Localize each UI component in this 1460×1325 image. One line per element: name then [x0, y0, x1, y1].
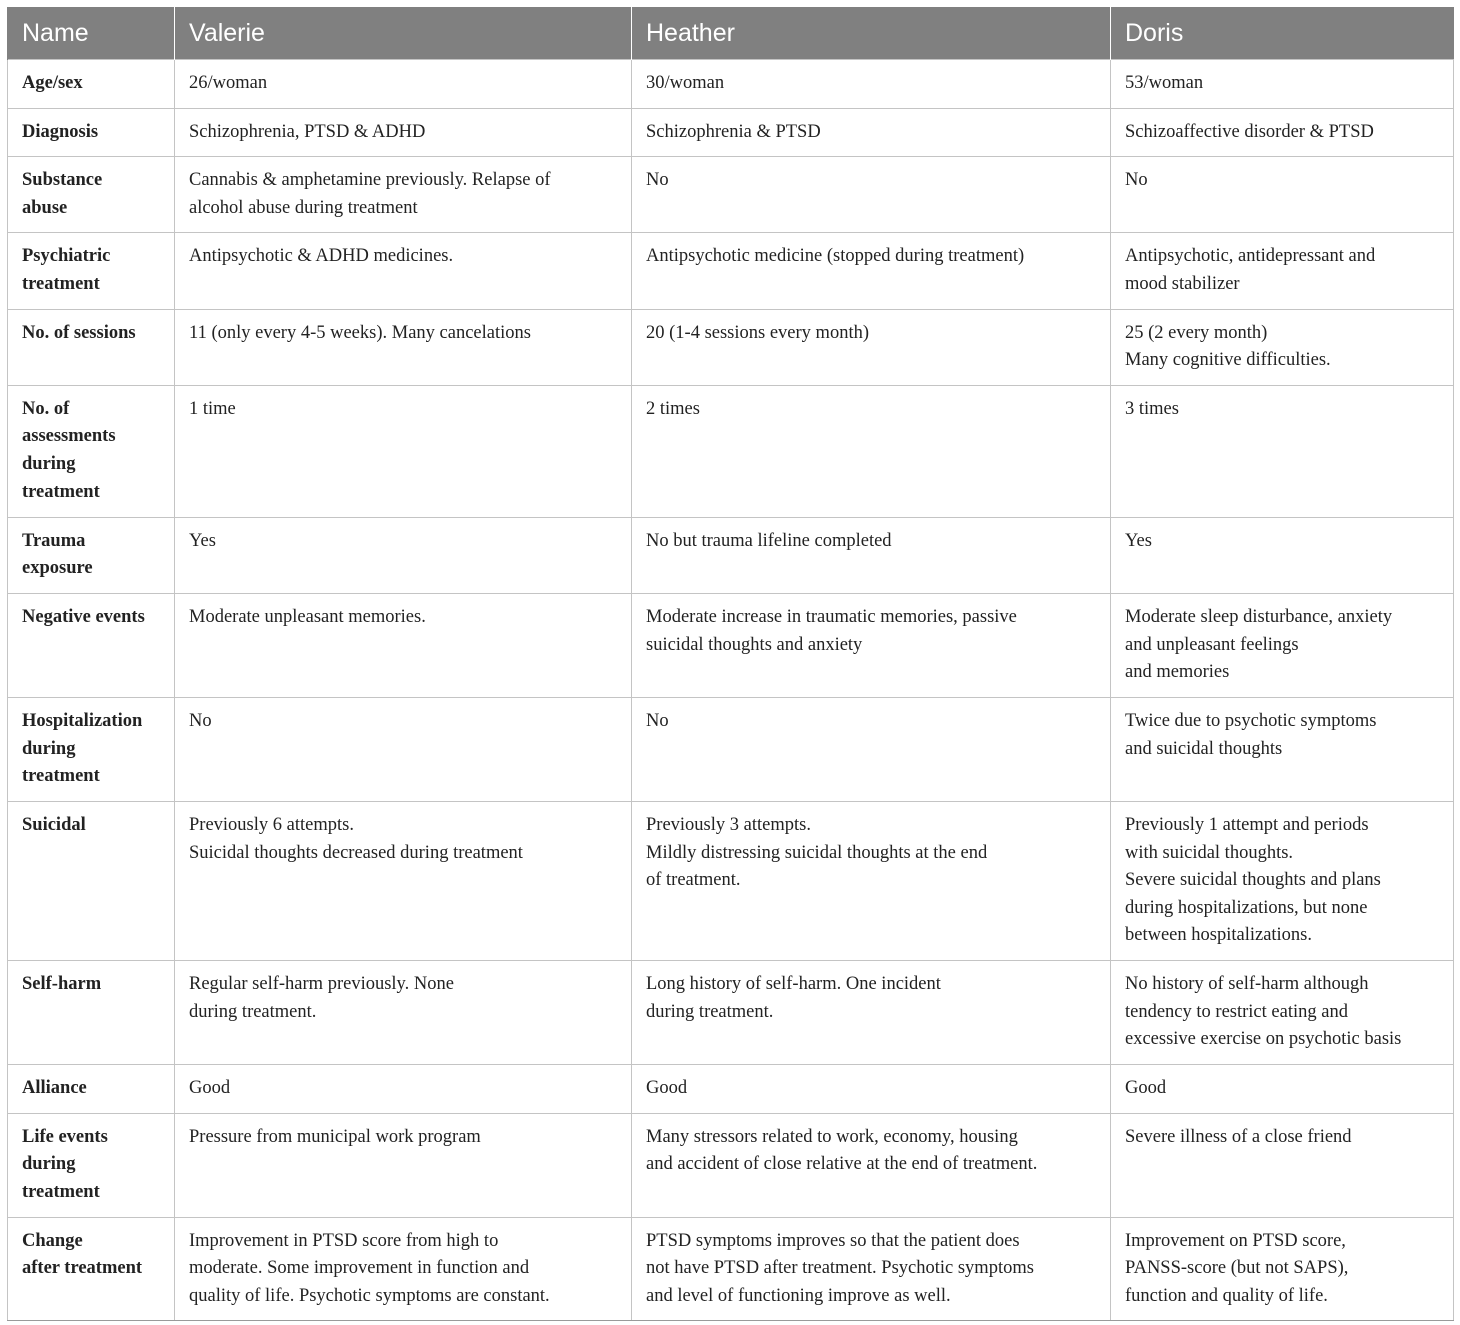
row-label: Trauma exposure: [8, 517, 175, 593]
cell-valerie: Moderate unpleasant memories.: [175, 593, 632, 697]
cell-doris: Severe illness of a close friend: [1111, 1113, 1454, 1217]
cell-doris: 53/woman: [1111, 60, 1454, 109]
cell-valerie: No: [175, 697, 632, 801]
cell-doris: Twice due to psychotic symptoms and suicidal thoughts: [1111, 697, 1454, 801]
cell-valerie: 26/woman: [175, 60, 632, 109]
header-valerie: Valerie: [175, 7, 632, 60]
cell-doris: Previously 1 attempt and periods with suicidal thoughts. Severe suicidal thoughts and plans during hospitalizations, but none between hospitalizations.: [1111, 801, 1454, 960]
cell-valerie: Improvement in PTSD score from high to moderate. Some improvement in function and quality of life. Psychotic symptoms are constant.: [175, 1217, 632, 1321]
cell-heather: 30/woman: [632, 60, 1111, 109]
cell-heather: PTSD symptoms improves so that the patient does not have PTSD after treatment. Psychotic symptoms and level of functioning improve as well.: [632, 1217, 1111, 1321]
cell-heather: Moderate increase in traumatic memories, passive suicidal thoughts and anxiety: [632, 593, 1111, 697]
cell-heather: Good: [632, 1064, 1111, 1113]
cell-doris: Improvement on PTSD score, PANSS-score (but not SAPS), function and quality of life.: [1111, 1217, 1454, 1321]
cell-heather: No: [632, 697, 1111, 801]
row-label: Negative events: [8, 593, 175, 697]
row-label: No. of assessments during treatment: [8, 385, 175, 517]
cell-doris: Good: [1111, 1064, 1454, 1113]
cell-heather: Long history of self-harm. One incident during treatment.: [632, 960, 1111, 1064]
cell-doris: Schizoaffective disorder & PTSD: [1111, 108, 1454, 157]
row-label: Substance abuse: [8, 157, 175, 233]
row-label: Change after treatment: [8, 1217, 175, 1321]
cell-heather: Schizophrenia & PTSD: [632, 108, 1111, 157]
table-row: [8, 517, 1454, 593]
cell-heather: Many stressors related to work, economy, housing and accident of close relative at the end of treatment.: [632, 1113, 1111, 1217]
header-name: Name: [8, 7, 175, 60]
row-label: Suicidal: [8, 801, 175, 960]
cell-doris: 3 times: [1111, 385, 1454, 517]
cell-heather: No but trauma lifeline completed: [632, 517, 1111, 593]
cell-valerie: Previously 6 attempts. Suicidal thoughts decreased during treatment: [175, 801, 632, 960]
cell-valerie: Antipsychotic & ADHD medicines.: [175, 233, 632, 309]
cell-doris: Yes: [1111, 517, 1454, 593]
cell-valerie: 1 time: [175, 385, 632, 517]
cell-doris: Antipsychotic, antidepressant and mood stabilizer: [1111, 233, 1454, 309]
cell-valerie: Cannabis & amphetamine previously. Relapse of alcohol abuse during treatment: [175, 157, 632, 233]
header-doris: Doris: [1111, 7, 1454, 60]
row-label: Self-harm: [8, 960, 175, 1064]
cell-valerie: Yes: [175, 517, 632, 593]
row-label: Age/sex: [8, 60, 175, 109]
table-row: [8, 801, 1454, 960]
row-label: Life events during treatment: [8, 1113, 175, 1217]
table-body: [8, 60, 1454, 1321]
table-row: [8, 60, 1454, 109]
cell-valerie: Pressure from municipal work program: [175, 1113, 632, 1217]
table-row: [8, 1064, 1454, 1113]
row-label: Alliance: [8, 1064, 175, 1113]
cell-doris: Moderate sleep disturbance, anxiety and unpleasant feelings and memories: [1111, 593, 1454, 697]
cell-valerie: Schizophrenia, PTSD & ADHD: [175, 108, 632, 157]
table-row: [8, 157, 1454, 233]
table-row: [8, 593, 1454, 697]
cell-valerie: Regular self-harm previously. None during treatment.: [175, 960, 632, 1064]
cell-doris: 25 (2 every month) Many cognitive difficulties.: [1111, 309, 1454, 385]
cell-heather: Previously 3 attempts. Mildly distressing suicidal thoughts at the end of treatment.: [632, 801, 1111, 960]
row-label: Hospitalization during treatment: [8, 697, 175, 801]
table-row: [8, 108, 1454, 157]
cell-heather: Antipsychotic medicine (stopped during treatment): [632, 233, 1111, 309]
row-label: Diagnosis: [8, 108, 175, 157]
cell-heather: No: [632, 157, 1111, 233]
table-row: [8, 1217, 1454, 1321]
table-row: [8, 309, 1454, 385]
header-row: [8, 7, 1454, 60]
cell-doris: No history of self-harm although tendency to restrict eating and excessive exercise on psychotic basis: [1111, 960, 1454, 1064]
cell-heather: 20 (1-4 sessions every month): [632, 309, 1111, 385]
cell-doris: No: [1111, 157, 1454, 233]
header-heather: Heather: [632, 7, 1111, 60]
table-row: [8, 697, 1454, 801]
patient-comparison-table: [7, 7, 1454, 1321]
table-row: [8, 960, 1454, 1064]
cell-heather: 2 times: [632, 385, 1111, 517]
cell-valerie: 11 (only every 4-5 weeks). Many cancelations: [175, 309, 632, 385]
cell-valerie: Good: [175, 1064, 632, 1113]
table-row: [8, 385, 1454, 517]
table-header: [8, 7, 1454, 60]
table-row: [8, 1113, 1454, 1217]
comparison-table-container: [7, 7, 1453, 1321]
row-label: No. of sessions: [8, 309, 175, 385]
table-row: [8, 233, 1454, 309]
row-label: Psychiatric treatment: [8, 233, 175, 309]
